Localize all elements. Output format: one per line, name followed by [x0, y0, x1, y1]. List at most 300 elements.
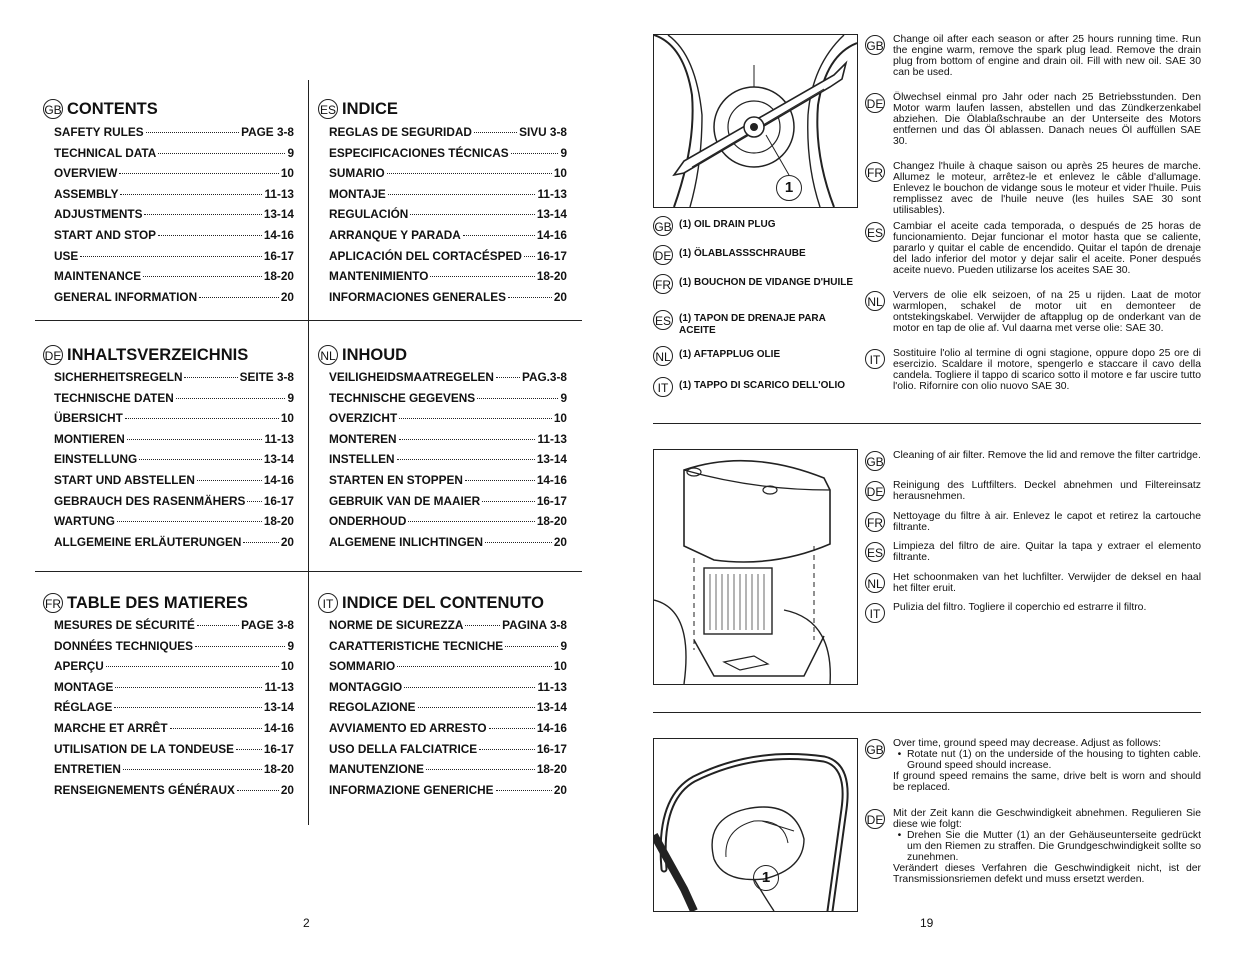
air-filter-text: Nettoyage du filtre à air. Enlevez le capot et retirez la cartouche filtrante. — [893, 511, 1201, 533]
toc-leader-dots — [243, 542, 278, 543]
toc-entry — [54, 207, 294, 228]
toc-entry-title: MANUTENZIONE — [329, 762, 425, 777]
lang-badge: GB — [43, 99, 63, 119]
lang-badge: GB — [865, 451, 885, 471]
toc-list-es — [329, 125, 567, 310]
toc-leader-dots — [410, 214, 535, 215]
toc-leader-dots — [197, 625, 239, 626]
toc-leader-dots — [426, 769, 535, 770]
toc-entry-page: 9 — [287, 390, 294, 405]
toc-entry — [329, 452, 567, 473]
figure-air-filter — [653, 449, 858, 685]
toc-entry — [54, 639, 294, 660]
oil-change-text: Changez l'huile à chaque saison ou après 25 heures de marche. Allumez le moteur, arrêtez-le et enlevez le câble d'allumage. Enlevez le bouchon de vidange sous le moteur et vider l'huile. Puis remplissez avec de l'huile neuve (les huiles SAE 30 sont utilisables). — [893, 161, 1201, 216]
toc-entry-title: STARTEN EN STOPPEN — [329, 472, 463, 487]
toc-leader-dots — [511, 153, 559, 154]
toc-entry — [329, 783, 567, 804]
toc-entry — [329, 166, 567, 187]
toc-entry — [329, 639, 567, 660]
toc-entry-title: MONTIEREN — [54, 431, 125, 446]
lang-badge: IT — [865, 349, 885, 369]
toc-entry-title: START UND ABSTELLEN — [54, 472, 195, 487]
toc-entry-page: 13-14 — [536, 207, 567, 222]
air-filter-text: Reinigung des Luftfilters. Deckel abnehmen und Filtereinsatz herausnehmen. — [893, 480, 1201, 502]
toc-entry-page: PAGE 3-8 — [241, 125, 294, 139]
toc-leader-dots — [123, 769, 262, 770]
toc-entry — [54, 618, 294, 639]
toc-entry-title: USO DELLA FALCIATRICE — [329, 741, 478, 756]
toc-heading-it — [318, 593, 544, 613]
toc-list-fr — [54, 618, 294, 803]
toc-entry-page: 20 — [553, 534, 567, 549]
toc-center-divider — [308, 80, 309, 825]
toc-entry — [54, 721, 294, 742]
toc-entry-title: SICHERHEITSREGELN — [54, 370, 183, 384]
ground-speed-de-intro: Mit der Zeit kann die Geschwindigkeit abnehmen. Regulieren Sie diese wie folgt: — [893, 808, 1201, 830]
toc-leader-dots — [117, 521, 262, 522]
toc-entry-title: INFORMAZIONE GENERICHE — [329, 782, 494, 797]
toc-leader-dots — [247, 501, 261, 502]
toc-entry-title: WARTUNG — [54, 514, 115, 529]
toc-entry-page: 13-14 — [263, 207, 294, 222]
toc-list-gb — [54, 125, 294, 310]
toc-title: INHALTSVERZEICHNIS — [67, 345, 249, 364]
toc-leader-dots — [408, 521, 534, 522]
toc-entry-title: MAINTENANCE — [54, 269, 142, 284]
toc-entry — [329, 514, 567, 535]
callout-1-ground-speed: 1 — [753, 865, 779, 891]
toc-entry-page: 9 — [287, 145, 294, 160]
toc-heading-de — [43, 345, 248, 365]
toc-entry — [54, 290, 294, 311]
toc-entry — [54, 125, 294, 146]
toc-entry-title: INFORMACIONES GENERALES — [329, 289, 506, 304]
toc-entry-page: 18-20 — [536, 269, 567, 284]
oil-change-nl — [865, 290, 1201, 334]
toc-entry — [54, 411, 294, 432]
toc-entry — [329, 659, 567, 680]
air-filter-illustration — [654, 450, 857, 684]
toc-entry-page: 14-16 — [536, 227, 567, 242]
lang-badge: IT — [318, 593, 338, 613]
lang-badge: FR — [43, 593, 63, 613]
toc-leader-dots — [184, 377, 237, 378]
caption-text: (1) TAPON DE DRENAJE PARA ACEITE — [679, 313, 826, 336]
lang-badge: FR — [653, 274, 673, 294]
air-filter-text: Cleaning of air filter. Remove the lid and remove the filter cartridge. — [893, 450, 1201, 461]
caption-de — [653, 245, 858, 265]
toc-entry — [329, 494, 567, 515]
toc-leader-dots — [505, 646, 558, 647]
callout-1: 1 — [776, 175, 802, 201]
lang-badge: IT — [865, 603, 885, 623]
toc-entry — [54, 514, 294, 535]
lang-badge: NL — [653, 346, 673, 366]
toc-entry-page: 9 — [560, 145, 567, 160]
toc-leader-dots — [388, 194, 536, 195]
toc-entry — [329, 680, 567, 701]
toc-entry — [54, 783, 294, 804]
toc-entry-title: TECHNICAL DATA — [54, 145, 157, 160]
toc-leader-dots — [399, 418, 552, 419]
toc-entry-title: OVERVIEW — [54, 166, 118, 181]
toc-leader-dots — [465, 480, 535, 481]
toc-entry-title: SUMARIO — [329, 166, 385, 181]
toc-entry — [54, 700, 294, 721]
air-filter-de — [865, 480, 1201, 502]
toc-entry-page: 16-17 — [536, 493, 567, 508]
caption-text: (1) ÖLABLASSSCHRAUBE — [679, 248, 806, 259]
toc-leader-dots — [465, 625, 500, 626]
toc-leader-dots — [127, 439, 263, 440]
toc-leader-dots — [197, 480, 262, 481]
toc-leader-dots — [170, 728, 262, 729]
lang-badge: NL — [865, 291, 885, 311]
toc-entry-title: GEBRUIK VAN DE MAAIER — [329, 493, 481, 508]
toc-leader-dots — [397, 666, 552, 667]
toc-title: INDICE DEL CONTENUTO — [342, 593, 544, 612]
ground-speed-gb-outro: If ground speed remains the same, drive belt is worn and should be replaced. — [893, 771, 1201, 793]
toc-entry — [329, 290, 567, 311]
toc-entry-title: USE — [54, 248, 79, 263]
toc-entry — [54, 680, 294, 701]
oil-change-text: Ölwechsel einmal pro Jahr oder nach 25 Betriebsstunden. Den Motor warm laufen lassen, abstellen und das Zündkerzenkabel abziehen. Die Ölablaßschraube an der Unterseite des Motors entfernen und das Öl ablassen. Danach neues Öl auffüllen SAE 30. — [893, 92, 1201, 147]
toc-entry — [54, 187, 294, 208]
toc-entry-title: ESPECIFICACIONES TÉCNICAS — [329, 145, 509, 160]
toc-entry-page: 11-13 — [264, 186, 294, 201]
toc-leader-dots — [144, 214, 261, 215]
toc-entry-title: OVERZICHT — [329, 411, 398, 426]
air-filter-es — [865, 541, 1201, 563]
toc-entry — [329, 249, 567, 270]
toc-entry-title: ÜBERSICHT — [54, 411, 123, 426]
oil-change-text: Sostituire l'olio al termine di ogni stagione, oppure dopo 25 ore di esercizio. Scaldare il motore, spengerlo e staccare il cavo della candela. Togliere il tappo di scarico sotto il motore e far uscire tutto l'olio. Rifornire con olio nuovo SAE 30. — [893, 348, 1201, 392]
toc-list-de — [54, 370, 294, 555]
toc-heading-es — [318, 99, 398, 119]
toc-entry — [329, 535, 567, 556]
caption-text: (1) BOUCHON DE VIDANGE D'HUILE — [679, 277, 854, 288]
toc-entry — [54, 473, 294, 494]
page-number-left: 2 — [303, 916, 310, 930]
toc-entry-title: MONTAGE — [54, 679, 114, 694]
toc-leader-dots — [125, 418, 279, 419]
toc-entry — [54, 762, 294, 783]
air-filter-text: Limpieza del filtro de aire. Quitar la tapa y extraer el elemento filtrante. — [893, 541, 1201, 563]
toc-leader-dots — [119, 173, 279, 174]
toc-entry — [54, 432, 294, 453]
toc-entry-title: ENTRETIEN — [54, 762, 121, 777]
oil-change-gb — [865, 34, 1201, 78]
toc-entry-title: INSTELLEN — [329, 452, 395, 467]
toc-leader-dots — [120, 194, 262, 195]
toc-title: INHOUD — [342, 345, 408, 364]
toc-leader-dots — [479, 749, 535, 750]
figure-oil-drain-plug — [653, 34, 858, 208]
toc-entry-title: DONNÉES TECHNIQUES — [54, 638, 193, 653]
toc-entry-page: 9 — [560, 390, 567, 405]
lang-badge: IT — [653, 377, 673, 397]
toc-entry-title: APLICACIÓN DEL CORTACÉSPED — [329, 248, 522, 263]
toc-leader-dots — [418, 707, 535, 708]
air-filter-text: Het schoonmaken van het luchfilter. Verwijder de deksel en haal het filter eruit. — [893, 572, 1201, 594]
oil-change-es — [865, 221, 1201, 276]
toc-entry — [329, 187, 567, 208]
caption-gb — [653, 216, 858, 236]
toc-row-divider-1 — [35, 320, 582, 321]
toc-entry — [329, 432, 567, 453]
toc-entry-page: 14-16 — [536, 472, 567, 487]
lang-badge: ES — [865, 542, 885, 562]
toc-leader-dots — [80, 256, 262, 257]
toc-leader-dots — [176, 398, 286, 399]
toc-leader-dots — [404, 687, 535, 688]
section-divider-1 — [653, 423, 1201, 424]
toc-entry-title: SAFETY RULES — [54, 125, 144, 139]
toc-entry-title: VEILIGHEIDSMAATREGELEN — [329, 370, 494, 384]
toc-entry-page: 16-17 — [263, 741, 294, 756]
toc-entry-page: 20 — [553, 782, 567, 797]
ground-speed-gb-bullet: • Rotate nut (1) on the underside of the housing to tighten cable. Ground speed should increase. — [907, 749, 1201, 771]
toc-entry-title: ADJUSTMENTS — [54, 207, 143, 222]
toc-title: INDICE — [342, 99, 398, 118]
air-filter-text: Pulizia del filtro. Togliere il coperchio ed estrarre il filtro. — [893, 602, 1147, 613]
toc-entry-page: 10 — [280, 411, 294, 426]
toc-leader-dots — [143, 276, 262, 277]
toc-entry-page: 13-14 — [536, 700, 567, 715]
air-filter-fr — [865, 511, 1201, 533]
figure-ground-speed — [653, 738, 858, 912]
toc-entry-title: APERÇU — [54, 659, 104, 674]
toc-entry — [329, 618, 567, 639]
lang-badge: FR — [865, 512, 885, 532]
lang-badge: GB — [653, 216, 673, 236]
toc-list-nl — [329, 370, 567, 555]
oil-change-it — [865, 348, 1201, 392]
toc-leader-dots — [106, 666, 279, 667]
toc-leader-dots — [485, 542, 552, 543]
toc-entry-page: SIVU 3-8 — [519, 125, 567, 139]
lang-badge: DE — [865, 93, 885, 113]
toc-leader-dots — [508, 297, 552, 298]
toc-entry — [54, 370, 294, 391]
toc-list-it — [329, 618, 567, 803]
air-filter-gb — [865, 450, 1201, 471]
toc-leader-dots — [236, 749, 262, 750]
toc-entry-page: 18-20 — [263, 269, 294, 284]
toc-entry-page: PAG.3-8 — [521, 370, 567, 384]
lang-badge: DE — [653, 245, 673, 265]
section-divider-2 — [653, 712, 1201, 713]
toc-entry-page: 14-16 — [263, 720, 294, 735]
toc-entry-title: TECHNISCHE GEGEVENS — [329, 390, 476, 405]
lang-badge: GB — [865, 35, 885, 55]
toc-entry-page: 11-13 — [264, 431, 294, 446]
oil-change-text: Cambiar el aceite cada temporada, o después de 25 horas de funcionamiento. Dejar funcionar el motor hasta que se caliente, pararlo y quitar el cable de encendido. Quitar el tapón de drenaje del lado inferior del motor y dejar salir el aceite. Poner después aceite nuevo. Pueden utilizarse los aceites SAE 30. — [893, 221, 1201, 276]
toc-entry-page: 10 — [553, 659, 567, 674]
toc-entry-title: NORME DE SICUREZZA — [329, 618, 464, 632]
oil-change-de — [865, 92, 1201, 147]
toc-entry-title: REGOLAZIONE — [329, 700, 416, 715]
toc-entry-title: CARATTERISTICHE TECNICHE — [329, 638, 504, 653]
toc-entry-page: 13-14 — [536, 452, 567, 467]
toc-entry-page: 20 — [280, 289, 294, 304]
toc-entry-title: REGLAS DE SEGURIDAD — [329, 125, 472, 139]
toc-entry-page: 10 — [280, 166, 294, 181]
toc-entry-page: 18-20 — [263, 514, 294, 529]
toc-entry-page: 10 — [553, 411, 567, 426]
toc-entry-title: MONTEREN — [329, 431, 397, 446]
toc-entry-page: 18-20 — [536, 762, 567, 777]
toc-entry — [54, 269, 294, 290]
toc-entry-title: ONDERHOUD — [329, 514, 407, 529]
toc-entry — [329, 391, 567, 412]
toc-entry-title: SOMMARIO — [329, 659, 396, 674]
toc-entry — [54, 535, 294, 556]
toc-entry-title: MONTAJE — [329, 186, 386, 201]
page-number-right: 19 — [920, 916, 934, 930]
toc-entry — [54, 659, 294, 680]
toc-entry-title: ALGEMENE INLICHTINGEN — [329, 534, 484, 549]
toc-entry — [54, 452, 294, 473]
toc-entry — [329, 269, 567, 290]
lang-badge: DE — [865, 481, 885, 501]
toc-leader-dots — [115, 687, 262, 688]
air-filter-it — [865, 602, 1201, 623]
toc-leader-dots — [199, 297, 279, 298]
toc-entry — [54, 146, 294, 167]
oil-change-text: Ververs de olie elk seizoen, of na 25 u rijden. Laat de motor warmlopen, schakel de motor uit en demonteer de ontstekingskabel. Verwijder de aftapplug op de onderkant van de motor en tap de olie af. Vul daarna met verse olie: SAE 30. — [893, 290, 1201, 334]
toc-leader-dots — [399, 439, 536, 440]
toc-entry-page: 13-14 — [263, 452, 294, 467]
toc-entry-page: 11-13 — [537, 679, 567, 694]
caption-nl — [653, 346, 858, 366]
ground-speed-de-outro: Verändert dieses Verfahren die Geschwindigkeit nicht, ist der Transmissionsriemen defekt und muss ersetzt werden. — [893, 863, 1201, 885]
toc-entry-page: 16-17 — [263, 248, 294, 263]
toc-leader-dots — [430, 276, 534, 277]
toc-entry-page: SEITE 3-8 — [239, 370, 294, 384]
ground-speed-de — [865, 808, 1201, 885]
lang-badge: ES — [318, 99, 338, 119]
toc-leader-dots — [195, 646, 285, 647]
toc-entry-page: 16-17 — [536, 741, 567, 756]
toc-leader-dots — [474, 132, 517, 133]
toc-leader-dots — [158, 235, 262, 236]
toc-entry-page: 14-16 — [263, 227, 294, 242]
toc-entry-title: EINSTELLUNG — [54, 452, 138, 467]
toc-entry — [54, 228, 294, 249]
toc-entry-page: 9 — [287, 638, 294, 653]
toc-heading-nl — [318, 345, 407, 365]
toc-entry — [54, 494, 294, 515]
toc-leader-dots — [524, 256, 535, 257]
toc-entry-page: PAGE 3-8 — [241, 618, 294, 632]
toc-entry-page: PAGINA 3-8 — [502, 618, 567, 632]
ground-speed-de-bullet: • Drehen Sie die Mutter (1) an der Gehäuseunterseite gedrückt um den Riemen zu straffen. Die Grundgeschwindigkeit sollte so zunehmen. — [907, 830, 1201, 863]
toc-leader-dots — [158, 153, 285, 154]
toc-leader-dots — [496, 377, 520, 378]
toc-entry-page: 20 — [280, 782, 294, 797]
toc-entry — [329, 762, 567, 783]
toc-heading-fr — [43, 593, 248, 613]
toc-entry-page: 16-17 — [536, 248, 567, 263]
toc-leader-dots — [489, 728, 535, 729]
toc-entry-title: MONTAGGIO — [329, 679, 403, 694]
toc-entry-page: 10 — [553, 166, 567, 181]
caption-text: (1) AFTAPPLUG OLIE — [679, 349, 781, 360]
toc-entry-title: ARRANQUE Y PARADA — [329, 227, 461, 242]
caption-text: (1) OIL DRAIN PLUG — [679, 219, 776, 230]
air-filter-nl — [865, 572, 1201, 594]
toc-entry — [329, 125, 567, 146]
toc-entry-page: 11-13 — [264, 679, 294, 694]
toc-entry-title: MARCHE ET ARRÊT — [54, 720, 168, 735]
lang-badge-de: DE — [865, 809, 885, 829]
toc-entry-title: START AND STOP — [54, 227, 157, 242]
toc-entry — [54, 742, 294, 763]
lang-badge: NL — [318, 345, 338, 365]
caption-es — [653, 310, 858, 337]
toc-entry-page: 9 — [560, 638, 567, 653]
lang-badge: NL — [865, 573, 885, 593]
toc-title: TABLE DES MATIERES — [67, 593, 248, 612]
toc-entry-page: 16-17 — [263, 493, 294, 508]
toc-entry-title: RÉGLAGE — [54, 700, 113, 715]
lang-badge: FR — [865, 162, 885, 182]
toc-entry-page: 20 — [553, 289, 567, 304]
toc-row-divider-2 — [35, 571, 582, 572]
toc-leader-dots — [477, 398, 558, 399]
toc-leader-dots — [146, 132, 240, 133]
toc-leader-dots — [463, 235, 535, 236]
toc-leader-dots — [114, 707, 261, 708]
toc-entry-title: RENSEIGNEMENTS GÉNÉRAUX — [54, 782, 235, 797]
toc-entry-title: GEBRAUCH DES RASENMÄHERS — [54, 493, 246, 508]
toc-entry — [54, 249, 294, 270]
toc-entry — [329, 411, 567, 432]
toc-entry — [329, 742, 567, 763]
toc-entry-title: UTILISATION DE LA TONDEUSE — [54, 741, 235, 756]
toc-leader-dots — [496, 790, 552, 791]
lang-badge-gb: GB — [865, 739, 885, 759]
caption-fr — [653, 274, 858, 294]
toc-leader-dots — [387, 173, 552, 174]
caption-it — [653, 377, 858, 397]
lang-badge: ES — [865, 222, 885, 242]
toc-entry — [329, 146, 567, 167]
toc-entry-title: AVVIAMENTO ED ARRESTO — [329, 720, 487, 735]
toc-entry-title: ALLGEMEINE ERLÄUTERUNGEN — [54, 534, 242, 549]
caption-text: (1) TAPPO DI SCARICO DELL'OLIO — [679, 380, 846, 391]
lang-badge: ES — [653, 310, 673, 330]
toc-leader-dots — [237, 790, 279, 791]
toc-entry-page: 14-16 — [263, 472, 294, 487]
toc-entry-page: 18-20 — [263, 762, 294, 777]
toc-entry-title: ASSEMBLY — [54, 186, 119, 201]
blade-illustration — [654, 35, 857, 207]
toc-entry-title: MESURES DE SÉCURITÉ — [54, 618, 195, 632]
toc-entry — [54, 166, 294, 187]
toc-entry-page: 10 — [280, 659, 294, 674]
ground-speed-gb — [865, 738, 1201, 793]
toc-title: CONTENTS — [67, 99, 158, 118]
toc-entry-title: GENERAL INFORMATION — [54, 289, 198, 304]
toc-leader-dots — [397, 459, 535, 460]
toc-entry-page: 18-20 — [536, 514, 567, 529]
toc-entry-page: 20 — [280, 534, 294, 549]
toc-entry — [329, 721, 567, 742]
toc-entry — [329, 700, 567, 721]
toc-leader-dots — [139, 459, 262, 460]
